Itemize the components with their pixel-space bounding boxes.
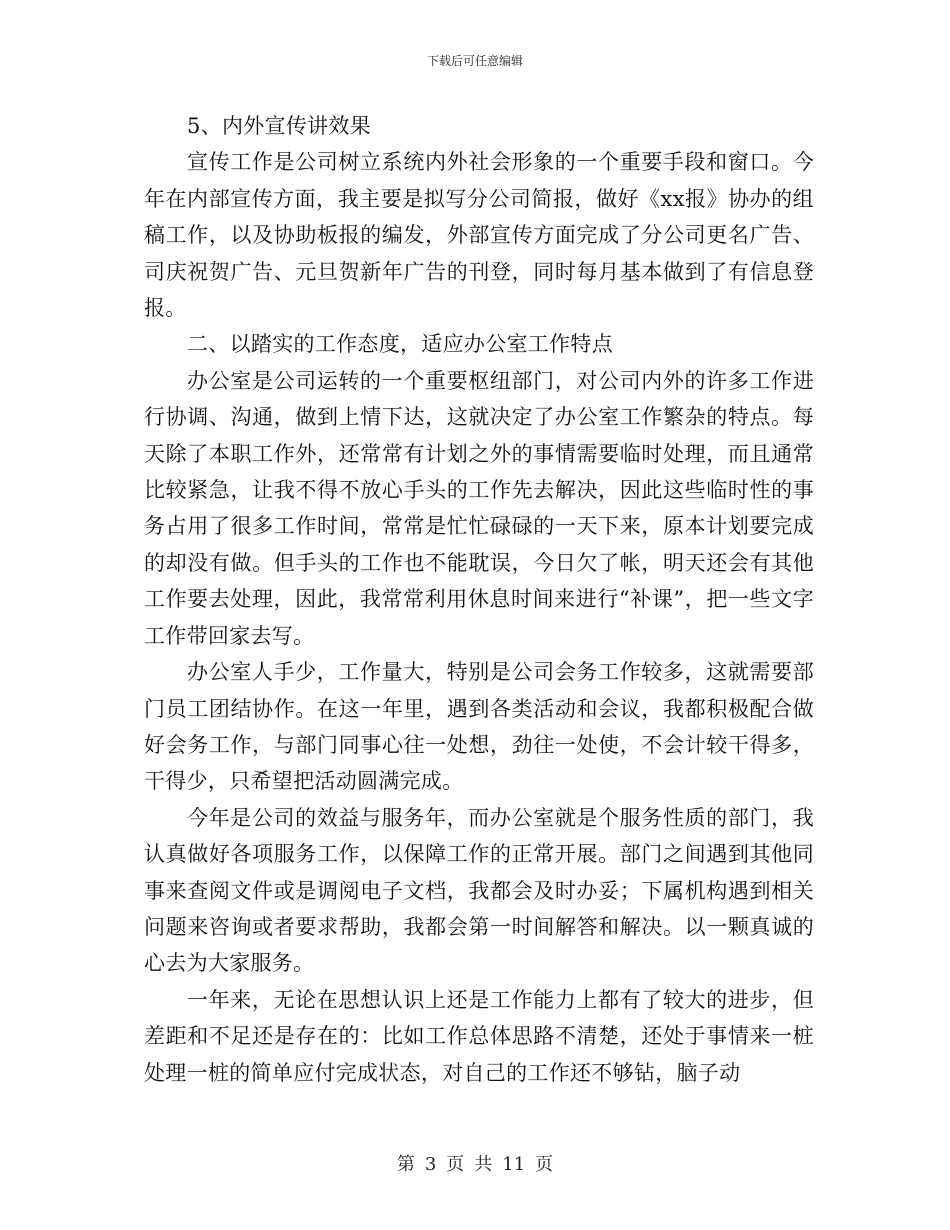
paragraph: 今年是公司的效益与服务年，而办公室就是个服务性质的部门，我认真做好各项服务工作，以保障工作的正常开展。部门之间遇到其他同事来查阅文件或是调阅电子文档，我都会及时办妥；下属机构遇到相关问题来咨询或者要求帮助，我都会第一时间解答和解决。以一颗真诚的心去为大家服务。 [144, 805, 814, 976]
page-header: 下载后可任意编辑 [426, 54, 523, 68]
paragraph: 办公室是公司运转的一个重要枢纽部门，对公司内外的许多工作进行协调、沟通，做到上情下达，这就决定了办公室工作繁杂的特点。每天除了本职工作外，还常常有计划之外的事情需要临时处理，而且通常比较紧急，让我不得不放心手头的工作先去解决，因此这些临时性的事务占用了很多工作时间，常常是忙忙碌碌的一天下来，原本计划要完成的却没有做。但手头的工作也不能耽误，今日欠了帐，明天还会有其他工作要去处理，因此，我常常利用休息时间来进行“补课”，把一些文字工作带回家去写。 [144, 368, 814, 648]
total-pages: 11 [502, 1154, 526, 1175]
section-heading: 二、以踏实的工作态度，适应办公室工作特点 [187, 332, 613, 357]
paragraph: 一年来，无论在思想认识上还是工作能力上都有了较大的进步，但差距和不足还是存在的：比如工作总体思路不清楚，还处于事情来一桩处理一桩的简单应付完成状态，对自己的工作还不够钻，脑子动 [144, 987, 814, 1085]
document-body [144, 108, 814, 1091]
footer-suffix: 页 [535, 1154, 554, 1175]
section-heading: 5、内外宣传讲效果 [187, 114, 372, 138]
paragraph: 办公室人手少，工作量大，特别是公司会务工作较多，这就需要部门员工团结协作。在这一年里，遇到各类活动和会议，我都积极配合做好会务工作，与部门同事心往一处想，劲往一处使，不会计较干得多，干得少，只希望把活动圆满完成。 [144, 660, 814, 794]
page-number: 3 [424, 1154, 437, 1175]
footer-total-prefix: 共 [474, 1154, 493, 1175]
paragraph: 宣传工作是公司树立系统内外社会形象的一个重要手段和窗口。今年在内部宣传方面，我主要是拟写分公司简报，做好《xx报》协办的组稿工作，以及协助板报的编发，外部宣传方面完成了分公司更名广告、司庆祝贺广告、元旦贺新年广告的刊登，同时每月基本做到了有信息登报。 [144, 150, 814, 321]
page-footer [0, 1153, 950, 1177]
footer-prefix: 第 [396, 1154, 415, 1175]
footer-page-label: 页 [446, 1154, 465, 1175]
